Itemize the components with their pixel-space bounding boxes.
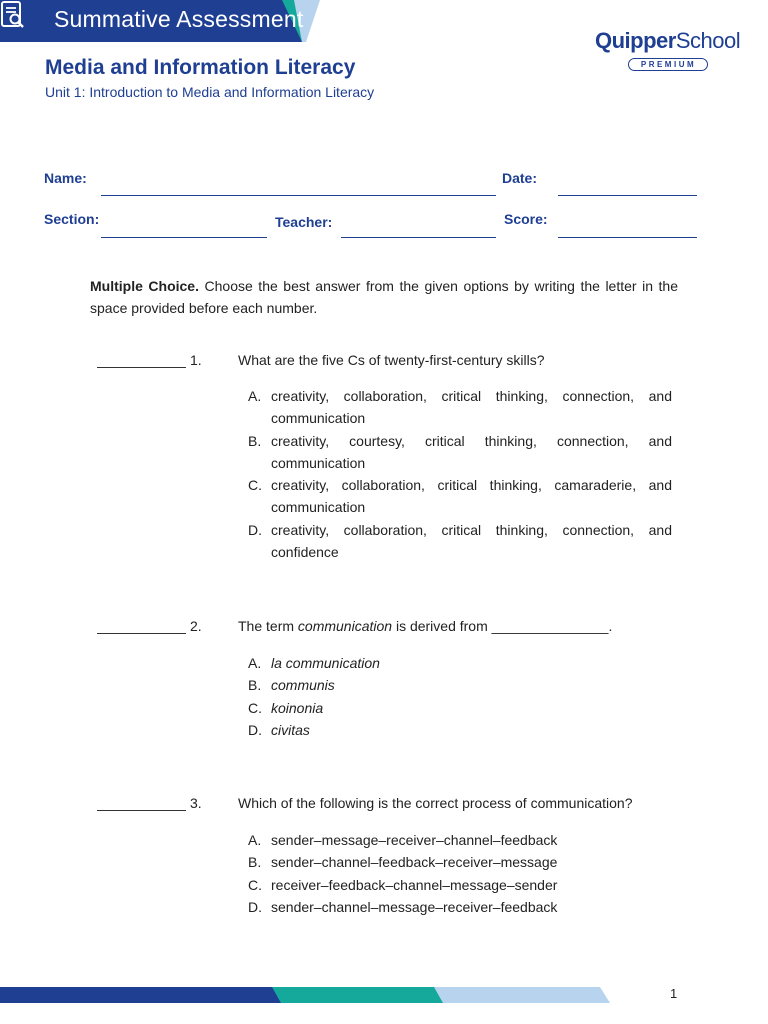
answer-blank-3[interactable] xyxy=(97,810,186,811)
question-text xyxy=(238,618,612,634)
name-field[interactable] xyxy=(101,195,496,196)
header-banner xyxy=(0,0,320,42)
question-number: 3. xyxy=(190,795,202,811)
option-letter: B. xyxy=(248,677,262,694)
brand-logo xyxy=(595,28,740,72)
option-item xyxy=(248,874,672,896)
option-text: sender–channel–message–receiver–feedback xyxy=(271,898,558,915)
option-item xyxy=(248,385,672,430)
banner-title: Summative Assessment xyxy=(54,6,304,32)
footer-bar xyxy=(0,987,620,1003)
option-item xyxy=(248,674,672,696)
question-text: What are the five Cs of twenty-first-century skills? xyxy=(238,352,545,368)
option-item xyxy=(248,829,672,851)
page-number: 1 xyxy=(670,986,678,1001)
option-text: creativity, collaboration, critical thinking, camaraderie, and communication xyxy=(271,477,672,516)
document-title: Media and Information Literacy xyxy=(45,56,356,79)
option-letter: A. xyxy=(248,832,262,848)
option-text: receiver–feedback–channel–message–sender xyxy=(271,876,558,893)
option-letter: C. xyxy=(248,876,262,893)
teacher-field[interactable] xyxy=(341,237,496,238)
date-label: Date: xyxy=(502,170,538,186)
option-letter: C. xyxy=(248,477,262,494)
options-list xyxy=(248,829,672,918)
brand-name-bold: Quipper xyxy=(595,28,676,53)
option-item xyxy=(248,519,672,564)
option-letter: A. xyxy=(248,388,262,404)
question-text-after: is derived from _______________. xyxy=(392,618,613,634)
option-letter: C. xyxy=(248,699,262,716)
name-label: Name: xyxy=(44,170,87,186)
option-item xyxy=(248,430,672,475)
instructions xyxy=(90,275,678,319)
option-text: sender–channel–feedback–receiver–message xyxy=(271,854,558,871)
instructions-heading: Multiple Choice. xyxy=(90,278,199,294)
option-text: civitas xyxy=(271,721,310,738)
option-item xyxy=(248,896,672,918)
question-text-italic: communication xyxy=(297,618,393,634)
document-subtitle: Unit 1: Introduction to Media and Information Literacy xyxy=(45,84,375,100)
option-text: creativity, courtesy, critical thinking, connection, and communication xyxy=(271,432,672,471)
option-letter: D. xyxy=(248,898,262,915)
section-field[interactable] xyxy=(101,237,267,238)
option-item xyxy=(248,697,672,719)
option-text: sender–message–receiver–channel–feedback xyxy=(271,832,558,848)
option-text: communis xyxy=(271,677,335,694)
teacher-label: Teacher: xyxy=(275,214,333,230)
option-text: creativity, collaboration, critical thinking, connection, and confidence xyxy=(271,521,672,561)
option-letter: A. xyxy=(248,655,262,671)
answer-blank-2[interactable] xyxy=(97,633,186,634)
document-search-icon xyxy=(0,0,26,30)
options-list xyxy=(248,652,672,741)
option-letter: B. xyxy=(248,854,262,871)
section-label: Section: xyxy=(44,211,100,227)
option-text: koinonia xyxy=(271,699,324,716)
option-item xyxy=(248,719,672,741)
brand-badge: PREMIUM xyxy=(628,58,708,71)
score-label: Score: xyxy=(504,211,548,227)
question-text: Which of the following is the correct process of communication? xyxy=(238,795,633,811)
option-item xyxy=(248,474,672,519)
option-text: creativity, collaboration, critical thinking, connection, and communication xyxy=(271,388,672,427)
question-number: 2. xyxy=(190,618,202,634)
question-number: 1. xyxy=(190,352,202,368)
option-text: la communication xyxy=(271,655,380,671)
option-item xyxy=(248,652,672,674)
options-list xyxy=(248,385,672,563)
brand-name-regular: School xyxy=(675,28,741,53)
instructions-text: Choose the best answer from the given options by writing the letter in the space provided before each number. xyxy=(90,278,678,316)
option-letter: B. xyxy=(248,432,262,449)
date-field[interactable] xyxy=(558,195,697,196)
option-letter: D. xyxy=(248,721,262,738)
brand-name xyxy=(595,28,740,54)
option-letter: D. xyxy=(248,521,262,538)
option-item xyxy=(248,851,672,873)
answer-blank-1[interactable] xyxy=(97,367,186,368)
score-field[interactable] xyxy=(558,237,697,238)
question-text-before: The term xyxy=(238,618,298,634)
